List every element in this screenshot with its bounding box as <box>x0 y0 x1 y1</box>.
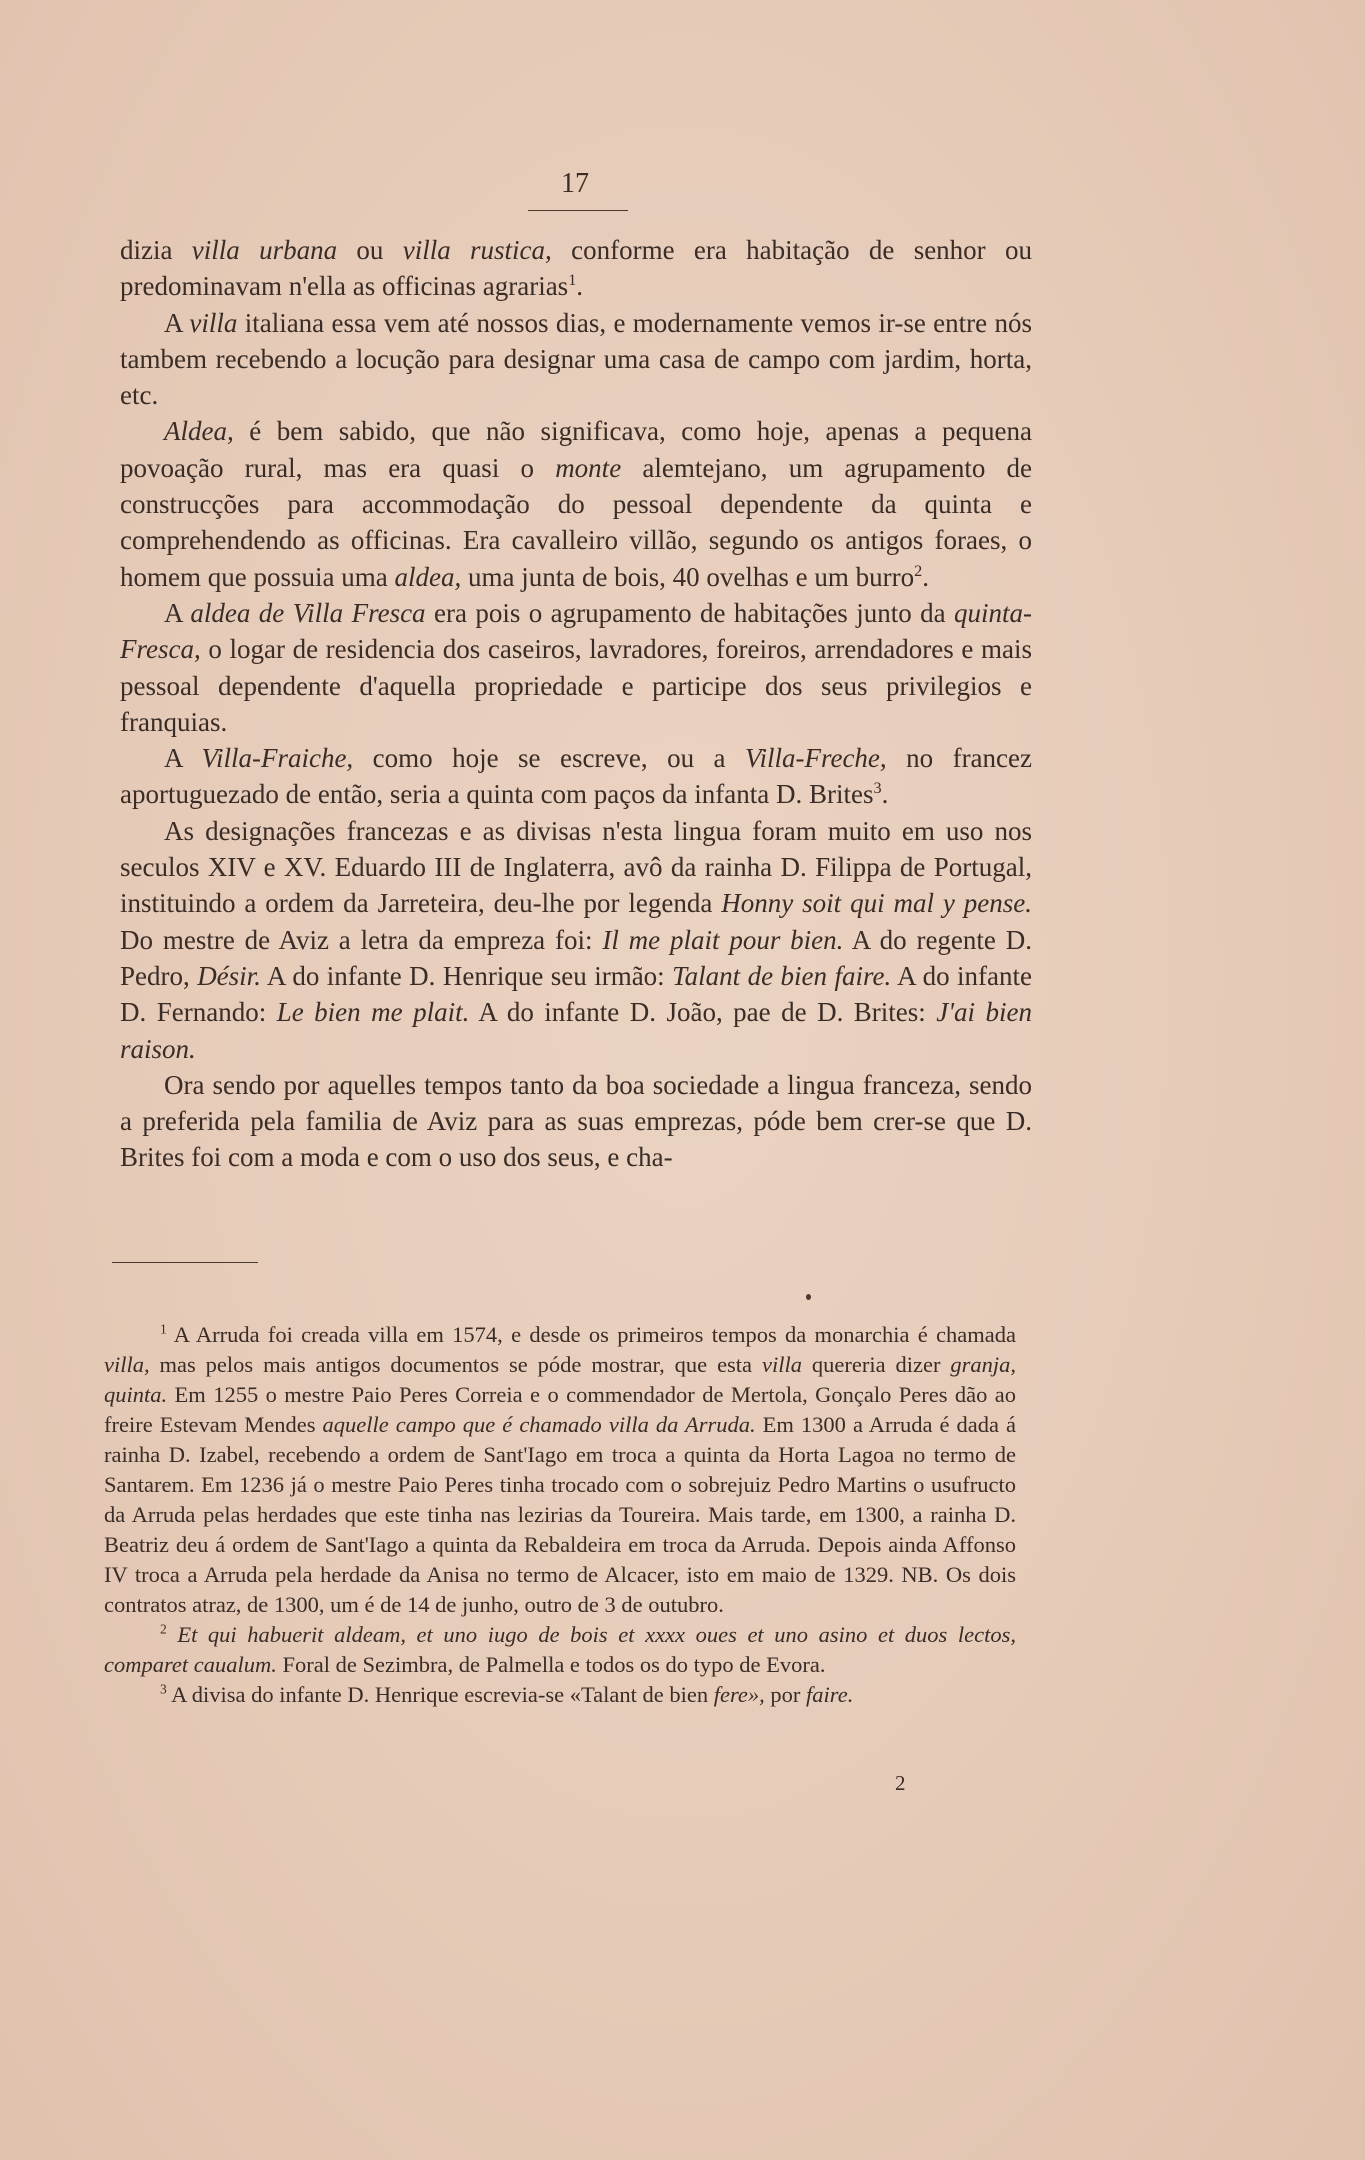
italic-text: villa, <box>104 1352 150 1377</box>
text-run: dizia <box>120 235 192 265</box>
paragraph-3 <box>120 413 1032 594</box>
text-run <box>167 1622 178 1647</box>
italic-text: aldea, <box>394 561 462 592</box>
text-run: conforme era habitação de senhor ou predominavam n'ella as officinas agrarias <box>120 235 1032 302</box>
italic-text: Désir. <box>197 960 261 991</box>
text-run: A <box>164 597 191 628</box>
text-run: Em 1255 o mestre Paio Peres Correia e o commendador de Mertola, Gonçalo Peres dão ao freire Estevam Mendes <box>104 1382 1016 1437</box>
italic-text: Le bien me plait. <box>276 997 470 1028</box>
paragraph-6 <box>120 813 1032 1067</box>
text-run: A <box>164 307 190 338</box>
note-marker: 1 <box>568 271 577 290</box>
italic-text: J'ai bien raison. <box>120 997 1033 1064</box>
paragraph-4 <box>120 595 1032 740</box>
italic-text: monte <box>555 452 622 483</box>
italic-text: fere», <box>713 1682 765 1707</box>
main-text <box>120 232 1032 1176</box>
paragraph-2 <box>120 305 1032 414</box>
text-run: A Arruda foi creada villa em 1574, e desde os primeiros tempos da monarchia é chamada <box>166 1322 1016 1347</box>
page-number-rule <box>528 210 628 211</box>
text-run: Em 1300 a Arruda é dada á rainha D. Izabel, recebendo a ordem de Sant'Iago em troca a quinta da Horta Lagoa no termo de Santarem. Em 1236 já o mestre Paio Peres tinha trocado com o sobrejuiz Pedro Martins o usufructo da Arruda pelas herdades que este tinha nas lezirias da Toureira. Mais tarde, em 1300, a rainha D. Beatriz deu á ordem de Sant'Iago a quinta da Rebaldeira em troca da Arruda. Depois ainda Affonso IV troca a Arruda pela herdade da Anisa no termo de Alcacer, isto em maio de 1329. NB. Os dois contratos atraz, de 1300, um é de 14 de junho, outro de 3 de outubro. <box>104 1412 1016 1617</box>
note-marker: 1 <box>160 1321 167 1337</box>
text-run: A do infante D. João, pae de D. Brites: <box>469 997 937 1028</box>
footnote-1 <box>104 1320 1016 1620</box>
text-run: A do regente D. Pedro, <box>120 924 1032 991</box>
paragraph-7 <box>120 1067 1032 1176</box>
italic-text: villa <box>189 307 238 338</box>
footnote-separator <box>112 1262 258 1263</box>
paragraph-1 <box>120 232 1032 305</box>
text-run: alemtejano, um agrupamento de construcções para accommodação do pessoal dependente da quinta e comprehendendo as officinas. Era cavalleiro villão, segundo os antigos foraes, o homem que possuia uma <box>120 452 1033 592</box>
footnote-3 <box>104 1680 1016 1710</box>
text-run: ou <box>337 235 403 265</box>
italic-text: villa rustica, <box>402 235 552 265</box>
text-run: no francez aportuguezado de então, seria a quinta com paços da infanta D. Brites <box>120 743 1032 810</box>
note-marker: 2 <box>160 1621 167 1637</box>
text-run: Do mestre de Aviz a letra da empreza foi: <box>120 924 603 955</box>
note-marker: 2 <box>914 561 923 580</box>
paragraph-5 <box>120 740 1032 813</box>
ink-speck <box>806 1294 811 1300</box>
text-run: A do infante D. Henrique seu irmão: <box>260 960 673 991</box>
text-run: Foral de Sezimbra, de Palmella e todos os do typo de Evora. <box>276 1652 826 1677</box>
text-run: . <box>922 561 929 592</box>
text-run: uma junta de bois, 40 ovelhas e um burro <box>461 561 915 592</box>
italic-text: Honny soit qui mal y pense. <box>721 888 1032 919</box>
italic-text: villa <box>761 1352 802 1377</box>
text-run: italiana essa vem até nossos dias, e modernamente vemos ir-se entre nós tambem recebendo a locução para designar uma casa de campo com jardim, horta, etc. <box>120 307 1032 411</box>
italic-text: Aldea, <box>164 416 234 447</box>
italic-text: Talant de bien faire. <box>672 960 892 991</box>
footnote-2 <box>104 1620 1016 1680</box>
italic-text: Il me plait pour bien. <box>602 924 844 955</box>
text-run: por <box>764 1682 807 1707</box>
text-run: como hoje se escreve, ou a <box>353 743 745 774</box>
text-run: . <box>576 271 584 302</box>
text-run: mas pelos mais antigos documentos se póde mostrar, que esta <box>149 1352 762 1377</box>
italic-text: aldea de Villa Fresca <box>190 597 426 628</box>
italic-text: Et qui habuerit aldeam, et uno iugo de bois et xxxx oues et uno asino et duos lectos, comparet caualum. <box>104 1622 1017 1677</box>
text-run: é bem sabido, que não significava, como hoje, apenas a pequena povoação rural, mas era quasi o <box>120 416 1032 483</box>
text-run: Ora sendo por aquelles tempos tanto da boa sociedade a lingua franceza, sendo a preferida pela familia de Aviz para as suas emprezas, póde bem crer-se que D. Brites foi com a moda e com o uso dos seus, e cha- <box>120 1069 1032 1173</box>
note-marker: 3 <box>160 1681 167 1697</box>
italic-text: aquelle campo que é chamado villa da Arruda. <box>322 1412 756 1437</box>
text-run: A <box>164 743 202 774</box>
text-run: A do infante D. Fernando: <box>120 960 1032 1028</box>
text-run: A divisa do infante D. Henrique escrevia-se «Talant de bien <box>166 1682 714 1707</box>
italic-text: granja, quinta. <box>104 1352 1016 1407</box>
note-marker: 3 <box>873 779 882 798</box>
text-run: As designações francezas e as divisas n'esta lingua foram muito em uso nos seculos XIV e XV. Eduardo III de Inglaterra, avô da rainha D. Filippa de Portugal, instituindo a ordem da Jarreteira, deu-lhe por legenda <box>120 815 1032 919</box>
italic-text: faire. <box>806 1682 854 1707</box>
footnotes <box>104 1320 1016 1710</box>
italic-text: quinta-Fresca, <box>120 597 1032 665</box>
italic-text: villa urbana <box>191 235 338 265</box>
italic-text: Villa-Fraiche, <box>201 743 354 774</box>
text-run: quereria dizer <box>801 1352 951 1377</box>
signature-mark: 2 <box>895 1771 906 1795</box>
text-run: o logar de residencia dos caseiros, lavradores, foreiros, arrendadores e mais pessoal dependente d'aquella propriedade e participe dos seus privilegios e franquias. <box>120 634 1032 737</box>
page-number: 17 <box>561 168 589 199</box>
italic-text: Villa-Freche, <box>744 743 887 774</box>
text-run: . <box>881 779 889 810</box>
text-run: era pois o agrupamento de habitações junto da <box>425 597 954 628</box>
